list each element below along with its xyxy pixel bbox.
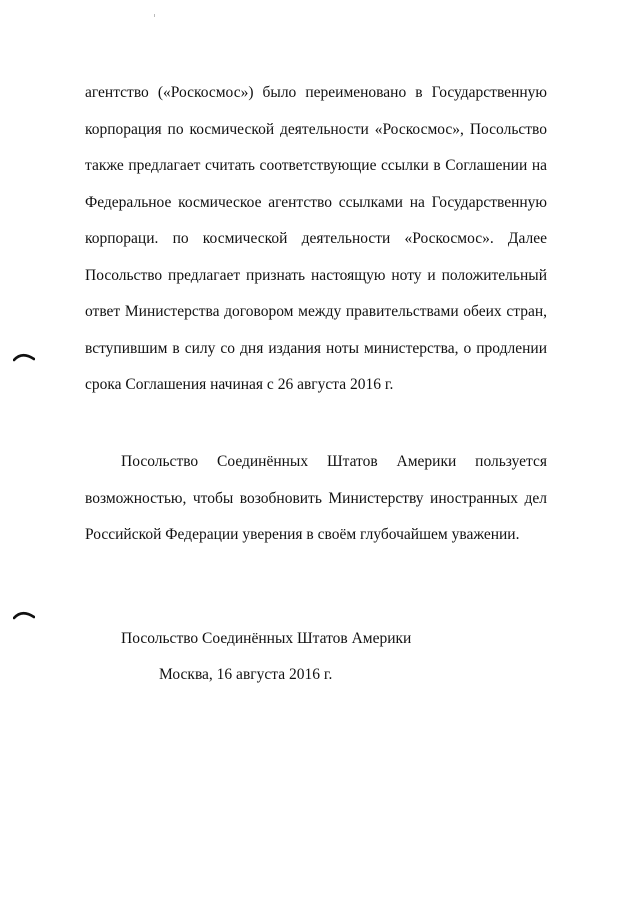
binder-hole-mark (13, 608, 35, 620)
closing-paragraph (85, 444, 547, 554)
text-line: Российской Федерации уверения в своём глубочайшем уважении. (85, 526, 520, 543)
text-line: возможностью, чтобы возобновить Министерству иностранных дел (85, 489, 547, 507)
scan-speck (154, 14, 155, 17)
body-paragraph (85, 75, 547, 404)
text-line: также предлагает считать соответствующие ссылки в Соглашении на (85, 157, 547, 174)
signature-sender: Посольство Соединённых Штатов Америки (121, 630, 412, 647)
text-line: ответ Министерства договором между правительствами обеих стран, (85, 303, 547, 320)
text-line: вступившим в силу со дня издания ноты министерства, о продлении (85, 339, 547, 357)
text-line: Посольство Соединённых Штатов Америки пользуется (121, 453, 547, 470)
text-line: Федеральное космическое агентство ссылками на Государственную (85, 193, 547, 211)
binder-hole-mark (13, 350, 35, 362)
text-line: корпораци. по космической деятельности «Роскосмос». Далее (85, 230, 547, 247)
text-line: Посольство предлагает признать настоящую ноту и положительный (85, 266, 547, 284)
text-line: агентство («Роскосмос») было переименовано в Государственную (85, 84, 547, 101)
text-line: корпорация по космической деятельности «Роскосмос», Посольство (85, 120, 547, 138)
signature-place-date: Москва, 16 августа 2016 г. (159, 666, 333, 683)
text-line: срока Соглашения начиная с 26 августа 2016 г. (85, 376, 394, 393)
